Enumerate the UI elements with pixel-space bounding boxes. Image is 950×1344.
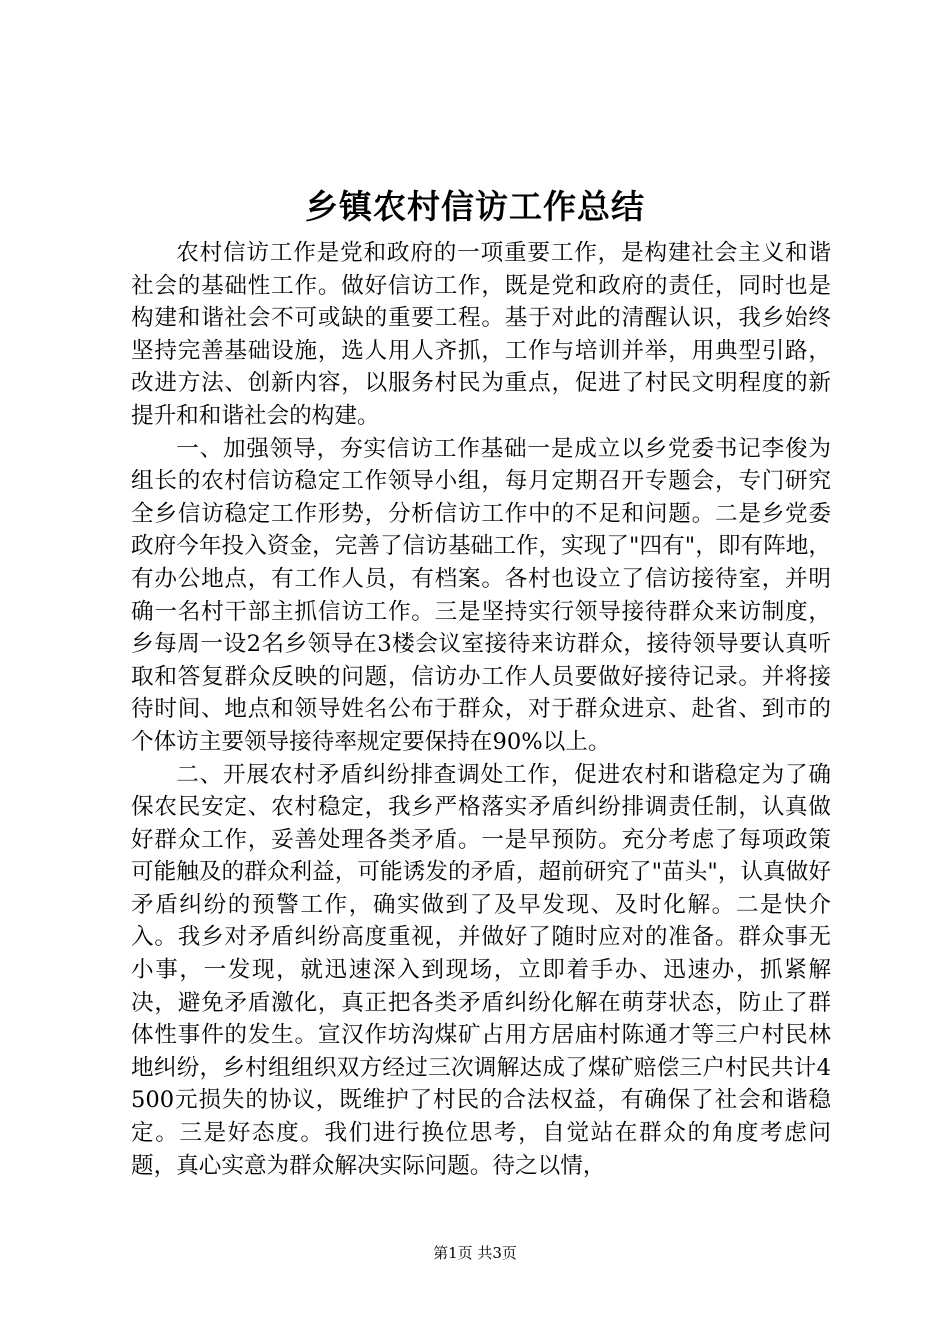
document-body	[131, 237, 831, 1182]
paragraph-intro: 农村信访工作是党和政府的一项重要工作，是构建社会主义和谐社会的基础性工作。做好信访工作，既是党和政府的责任，同时也是构建和谐社会不可或缺的重要工程。基于对此的清醒认识，我乡始终坚持完善基础设施，选人用人齐抓，工作与培训并举，用典型引路，改进方法、创新内容，以服务村民为重点，促进了村民文明程度的新提升和和谐社会的构建。	[131, 240, 831, 429]
page-footer: 第1页 共3页	[433, 1244, 517, 1262]
paragraph-section-2: 二、开展农村矛盾纠纷排查调处工作，促进农村和谐稳定为了确保农民安定、农村稳定，我乡严格落实矛盾纠纷排调责任制，认真做好群众工作，妥善处理各类矛盾。一是早预防。充分考虑了每项政策可能触及的群众利益，可能诱发的矛盾，超前研究了"苗头"，认真做好矛盾纠纷的预警工作，确实做到了及早发现、及时化解。二是快介入。我乡对矛盾纠纷高度重视，并做好了随时应对的准备。群众事无小事，一发现，就迅速深入到现场，立即着手办、迅速办，抓紧解决，避免矛盾激化，真正把各类矛盾纠纷化解在萌芽状态，防止了群体性事件的发生。宣汉作坊沟煤矿占用方居庙村陈通才等三户村民林地纠纷，乡村组组织双方经过三次调解达成了煤矿赔偿三户村民共计4500元损失的协议，既维护了村民的合法权益，有确保了社会和谐稳定。三是好态度。我们进行换位思考，自觉站在群众的角度考虑问题，真心实意为群众解决实际问题。待之以情，	[131, 761, 831, 1179]
page-title: 乡镇农村信访工作总结	[305, 187, 645, 226]
paragraph-section-1: 一、加强领导，夯实信访工作基础一是成立以乡党委书记李俊为组长的农村信访稳定工作领导小组，每月定期召开专题会，专门研究全乡信访稳定工作形势，分析信访工作中的不足和问题。二是乡党委政府今年投入资金，完善了信访基础工作，实现了"四有"，即有阵地，有办公地点，有工作人员，有档案。各村也设立了信访接待室，并明确一名村干部主抓信访工作。三是坚持实行领导接待群众来访制度，乡每周一设2名乡领导在3楼会议室接待来访群众，接待领导要认真听取和答复群众反映的问题，信访办工作人员要做好接待记录。并将接待时间、地点和领导姓名公布于群众，对于群众进京、赴省、到市的个体访主要领导接待率规定要保持在90%以上。	[131, 435, 831, 755]
